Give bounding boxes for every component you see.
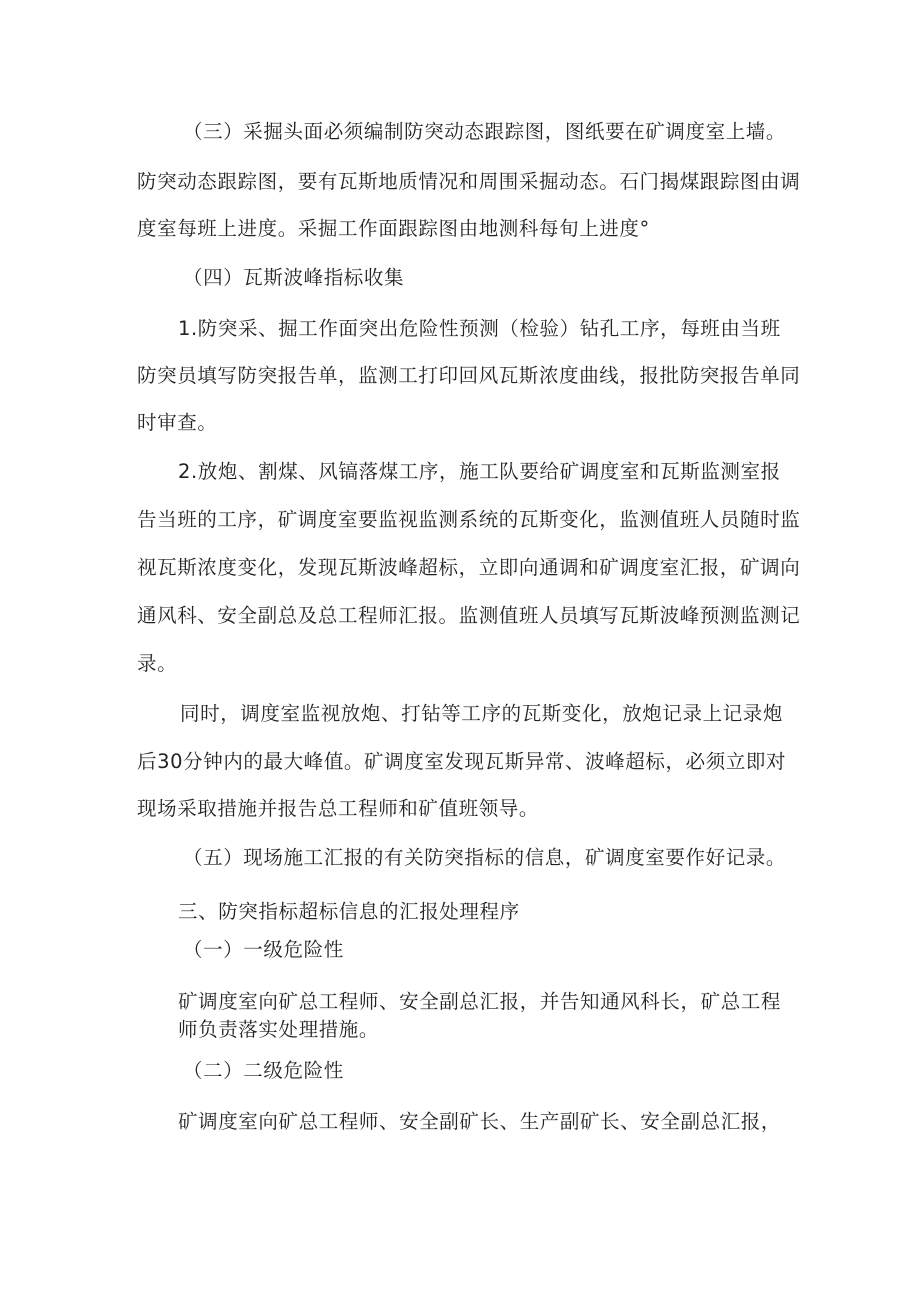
paragraph-line-13: 同时，调度室监视放炮、打钻等工序的瓦斯变化，放炮记录上记录炮 — [180, 702, 784, 725]
paragraph-line-20: 师负责落实处理措施。 — [178, 1018, 380, 1041]
subheading-level-2: （二）二级危险性 — [183, 1059, 344, 1082]
section-heading-4: （四）瓦斯波峰指标收集 — [183, 266, 405, 289]
paragraph-line-12: 录。 — [137, 652, 178, 675]
paragraph-line-8: 2.放炮、割煤、风镐落煤工序，施工队要给矿调度室和瓦斯监测室报 — [178, 460, 781, 483]
paragraph-line-22: 矿调度室向矿总工程师、安全副矿长、生产副矿长、安全副总汇报， — [178, 1110, 782, 1133]
paragraph-line-2: 防突动态跟踪图，要有瓦斯地质情况和周围采掘动态。石门揭煤跟踪图由调 — [137, 170, 801, 193]
paragraph-line-7: 时审查。 — [137, 411, 218, 434]
paragraph-line-11: 通风科、安全副总及总工程师汇报。监测值班人员填写瓦斯波峰预测监测记 — [137, 604, 801, 627]
paragraph-line-9: 告当班的工序，矿调度室要监视监测系统的瓦斯变化，监测值班人员随时监 — [137, 508, 801, 531]
subheading-level-1: （一）一级危险性 — [183, 938, 344, 961]
chapter-heading-3: 三、防突指标超标信息的汇报处理程序 — [178, 900, 520, 923]
paragraph-line-19: 矿调度室向矿总工程师、安全副总汇报，并告知通风科长，矿总工程 — [178, 990, 782, 1013]
paragraph-line-3: 度室每班上进度。采掘工作面跟踪图由地测科每旬上进度° — [137, 217, 650, 240]
paragraph-line-14: 后30分钟内的最大峰值。矿调度室发现瓦斯异常、波峰超标，必须立即对 — [137, 750, 787, 773]
paragraph-line-6: 防突员填写防突报告单，监测工打印回风瓦斯浓度曲线，报批防突报告单同 — [137, 364, 801, 387]
paragraph-line-15: 现场采取措施并报告总工程师和矿值班领导。 — [137, 797, 540, 820]
paragraph-line-5: 1.防突采、掘工作面突出危险性预测（检验）钻孔工序，每班由当班 — [178, 317, 781, 340]
paragraph-line-10: 视瓦斯浓度变化，发现瓦斯波峰超标，立即向通调和矿调度室汇报，矿调向 — [137, 556, 801, 579]
paragraph-line-1: （三）采掘头面必须编制防突动态跟踪图，图纸要在矿调度室上墙。 — [183, 120, 787, 143]
section-heading-5: （五）现场施工汇报的有关防突指标的信息，矿调度室要作好记录。 — [183, 846, 787, 869]
